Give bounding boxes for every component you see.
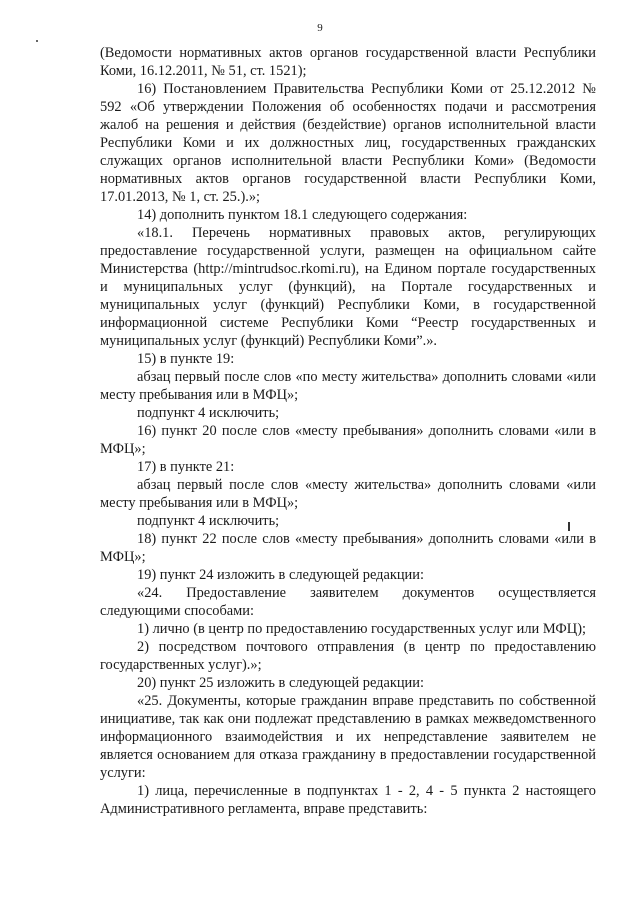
paragraph: (Ведомости нормативных актов органов государственной власти Республики Коми, 16.12.2011, № 51, ст. 1521); — [100, 45, 596, 79]
paragraph: 18) пункт 22 после слов «месту пребывания» дополнить словами «или в МФЦ»; — [100, 531, 596, 565]
paragraph: 15) в пункте 19: — [137, 351, 235, 367]
paragraph: 1) лица, перечисленные в подпунктах 1 - 2, 4 - 5 пункта 2 настоящего Административного регламента, вправе представить: — [100, 783, 596, 817]
paragraph: 14) дополнить пунктом 18.1 следующего содержания: — [137, 207, 468, 223]
paragraph: «25. Документы, которые гражданин вправе представить по собственной инициативе, так как они подлежат представлению в рамках межведомственного информационного взаимодействия и их непредставление заявителем не является основанием для отказа гражданину в предоставлении государственной услуги: — [100, 693, 596, 781]
document-body — [100, 44, 596, 818]
paragraph: подпункт 4 исключить; — [137, 405, 280, 421]
paragraph: 16) Постановлением Правительства Республики Коми от 25.12.2012 № 592 «Об утверждении Положения об особенностях подачи и рассмотрения жалоб на решения и действия (бездействие) органов исполнительной власти Республики Коми и их должностных лиц, государственных гражданских служащих органов исполнительной власти Республики Коми» (Ведомости нормативных актов органов государственной власти Республики Коми, 17.01.2013, № 1, ст. 25.).»; — [100, 81, 596, 205]
paragraph: 16) пункт 20 после слов «месту пребывания» дополнить словами «или в МФЦ»; — [100, 423, 596, 457]
paragraph: 17) в пункте 21: — [137, 459, 235, 475]
paragraph: «18.1. Перечень нормативных правовых актов, регулирующих предоставление государственной услуги, размещен на официальном сайте Министерства (http://mintrudsoc.rkomi.ru), на Едином портале государственных и муниципальных услуг (функций), на Портале государственных и муниципальных услуг (функций) Республики Коми, в государственной информационной системе Республики Коми “Реестр государственных и муниципальных услуг (функций) Республики Коми”.». — [100, 225, 596, 349]
paragraph: 19) пункт 24 изложить в следующей редакции: — [137, 567, 424, 583]
paragraph: подпункт 4 исключить; — [137, 513, 280, 529]
paragraph: абзац первый после слов «по месту жительства» дополнить словами «или месту пребывания или в МФЦ»; — [100, 369, 596, 403]
paragraph: 1) лично (в центр по предоставлению государственных услуг или МФЦ); — [137, 621, 586, 637]
paragraph: 2) посредством почтового отправления (в центр по предоставлению государственных услуг).»; — [100, 639, 596, 673]
paragraph: «24. Предоставление заявителем документов осуществляется следующими способами: — [100, 585, 596, 619]
page-number: 9 — [317, 22, 323, 34]
paragraph: абзац первый после слов «месту жительства» дополнить словами «или месту пребывания или в МФЦ»; — [100, 477, 596, 511]
paragraph: 20) пункт 25 изложить в следующей редакции: — [137, 675, 424, 691]
scan-speck — [36, 40, 38, 42]
